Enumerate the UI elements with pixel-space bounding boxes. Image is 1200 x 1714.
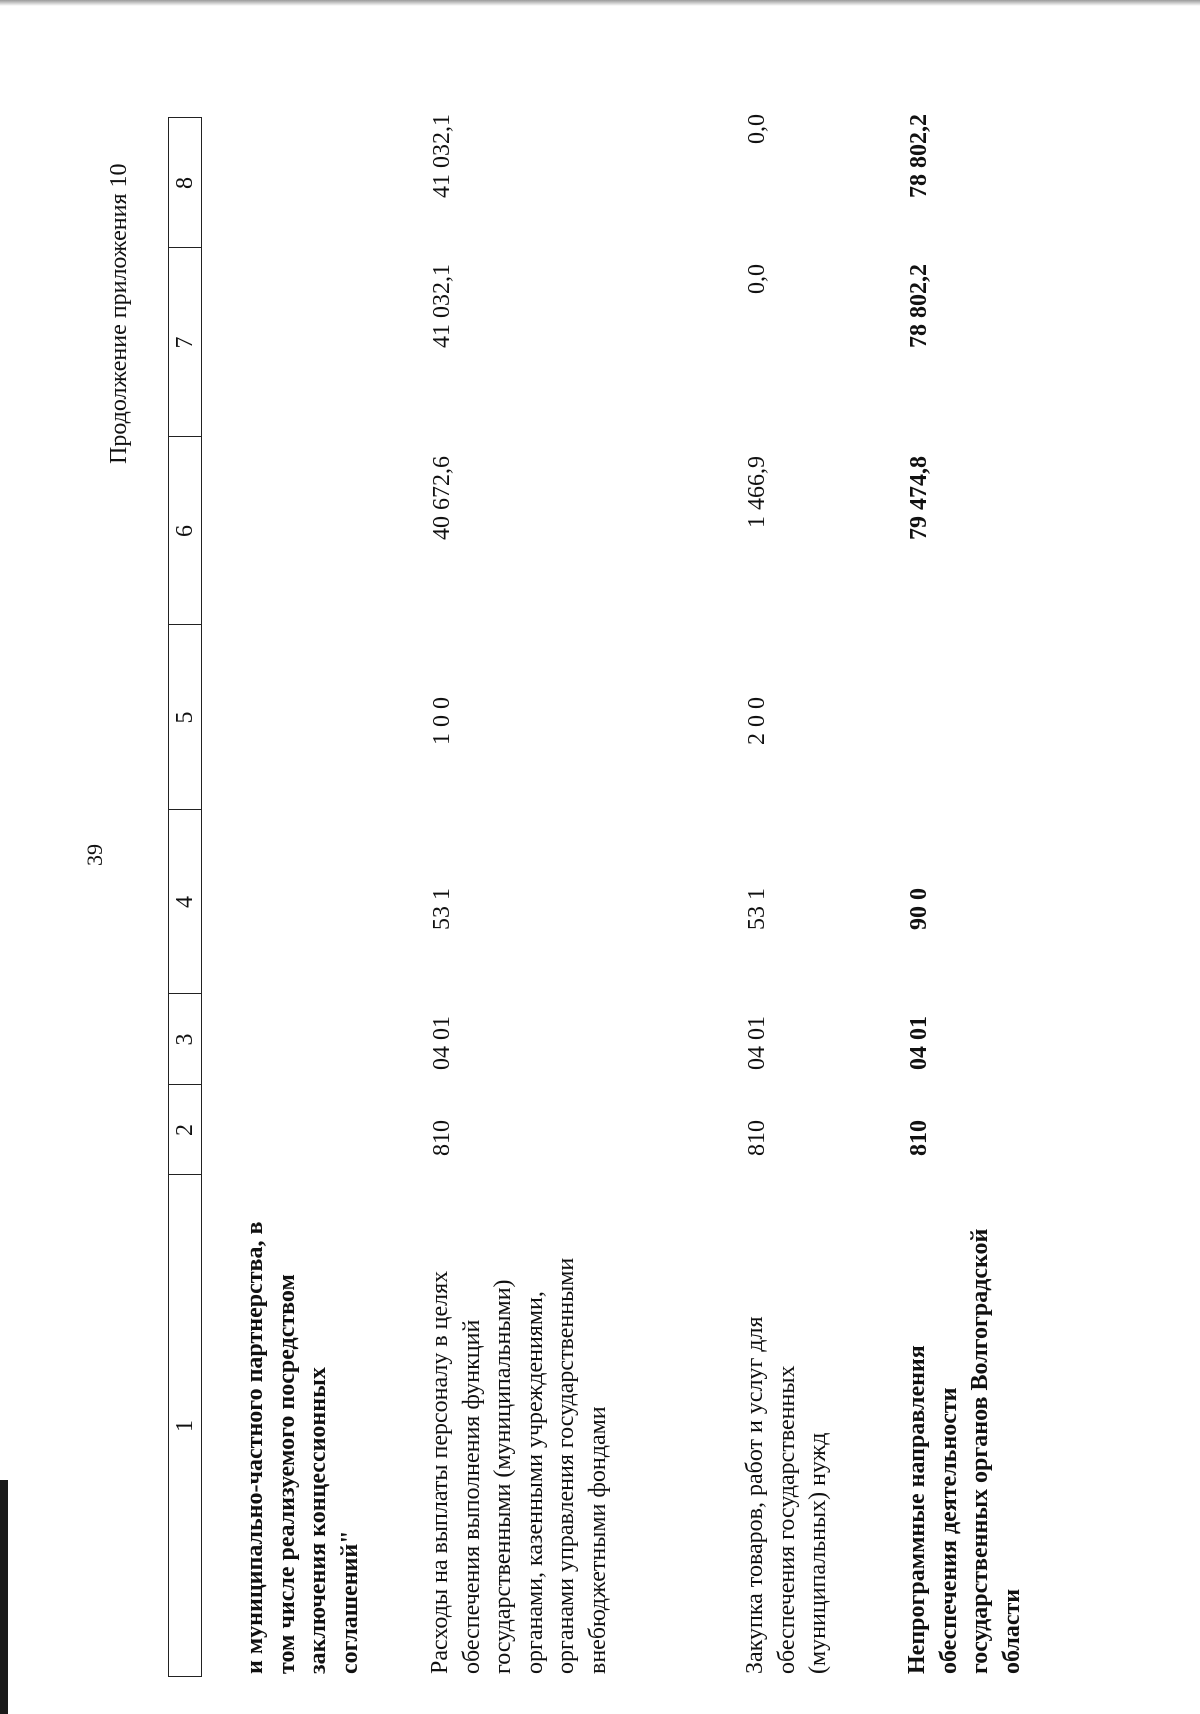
row-description: Расходы на выплаты персоналу в целях обеспечения выполнения функций государственными (муниципальными) органами, казенными учреждениями, органами управления государственными внебюджетными фондами [427,1257,611,1674]
cell-amount: 41 032,1 [429,264,455,348]
header-col-1: 1 [172,1420,198,1432]
header-col-7: 7 [172,336,198,349]
cell-amount: 78 802,2 [906,264,932,348]
header-col-3: 3 [172,1033,198,1046]
cell-amount: 79 474,8 [906,456,932,540]
cell-ministry-code: 810 [744,1120,770,1156]
row-description: Закупка товаров, работ и услуг для обеспечения государственных (муниципальных) нужд [742,1316,831,1674]
continuation-label: Продолжение приложения 10 [106,163,132,464]
cell-section-code: 04 01 [429,1016,455,1070]
cell-amount: 78 802,2 [906,114,932,198]
header-col-2: 2 [172,1124,198,1136]
table-header-bottom-rule [201,117,202,1677]
cell-expense-type: 2 0 0 [744,697,770,745]
header-col-4: 4 [172,896,198,908]
cell-target-code: 53 1 [744,888,770,930]
cell-target-code: 53 1 [429,888,455,930]
cell-section-code: 04 01 [744,1016,770,1070]
row-description: Непрограммные направления обеспечения деятельности государственных органов Волгоградской области [904,1228,1025,1674]
cell-amount: 41 032,1 [429,114,455,198]
table-header-top-rule [168,117,169,1677]
cell-amount: 0,0 [744,114,770,144]
cell-ministry-code: 810 [429,1120,455,1156]
cell-target-code: 90 0 [906,888,932,930]
row-description: и муниципально-частного партнерства, в том числе реализуемого посредством заключения концессионных соглашений" [242,1221,363,1674]
cell-amount: 40 672,6 [429,456,455,540]
cell-amount: 1 466,9 [744,456,770,528]
page-number: 39 [82,844,107,866]
cell-expense-type: 1 0 0 [429,697,455,745]
cell-ministry-code: 810 [906,1120,932,1156]
header-col-8: 8 [172,177,198,189]
header-col-5: 5 [172,711,198,724]
header-col-6: 6 [172,525,198,537]
cell-amount: 0,0 [744,264,770,294]
cell-section-code: 04 01 [906,1016,932,1070]
